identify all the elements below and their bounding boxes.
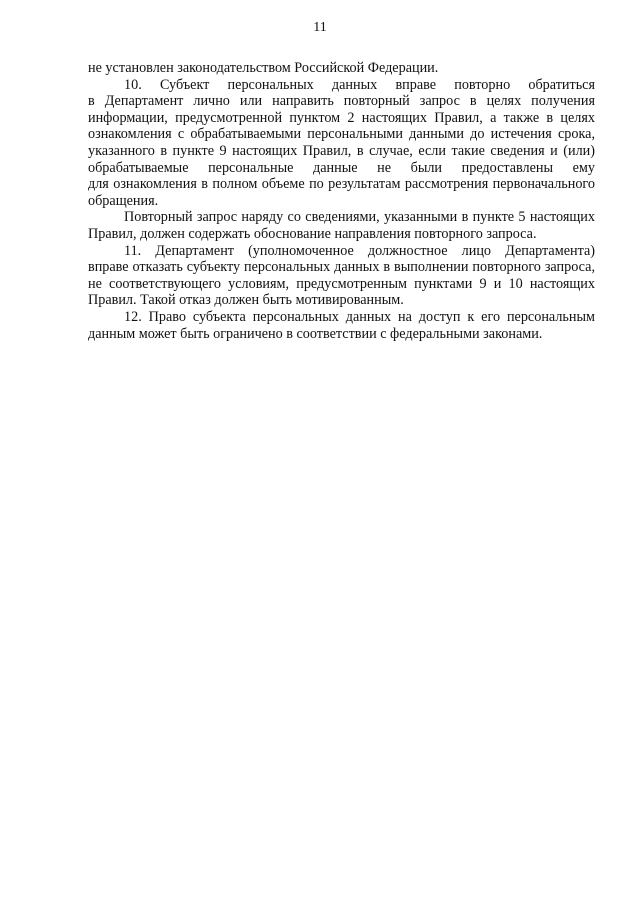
paragraph-item-12 [88,309,595,342]
text-line: не установлен законодательством Российской Федерации. [88,60,439,76]
text-line: 12. Право субъекта персональных данных на доступ к его персональным [124,308,595,325]
document-body [88,60,595,342]
text-line: информации, предусмотренной пунктом 2 настоящих Правил, а также в целях [88,109,595,126]
text-line: указанного в пункте 9 настоящих Правил, в случае, если такие сведения и (или) [88,142,595,159]
text-line: 10. Субъект персональных данных вправе повторно обратиться [124,76,595,93]
text-line: не соответствующего условиям, предусмотренным пунктами 9 и 10 настоящих [88,275,595,292]
text-line: для ознакомления в полном объеме по результатам рассмотрения первоначального [88,176,595,193]
text-line: обрабатываемые персональные данные не были предоставлены ему [88,159,595,176]
text-line: обращения. [88,192,159,209]
text-line: Правил, должен содержать обоснование направления повторного запроса. [88,225,537,242]
paragraph [88,60,595,77]
paragraph-repeat-request [88,209,595,242]
page-number: 11 [313,20,327,35]
text-line: данным может быть ограничено в соответствии с федеральными законами. [88,325,543,342]
text-line: Повторный запрос наряду со сведениями, указанными в пункте 5 настоящих [124,209,595,226]
paragraph-item-11 [88,243,595,309]
text-line: ознакомления с обрабатываемыми персональными данными до истечения срока, [88,126,595,143]
text-line: в Департамент лично или направить повторный запрос в целях получения [88,93,595,110]
text-line: вправе отказать субъекту персональных данных в выполнении повторного запроса, [88,259,595,276]
paragraph-item-10 [88,77,595,210]
text-line: Правил. Такой отказ должен быть мотивированным. [88,292,404,309]
text-line: 11. Департамент (уполномоченное должностное лицо Департамента) [124,242,595,259]
